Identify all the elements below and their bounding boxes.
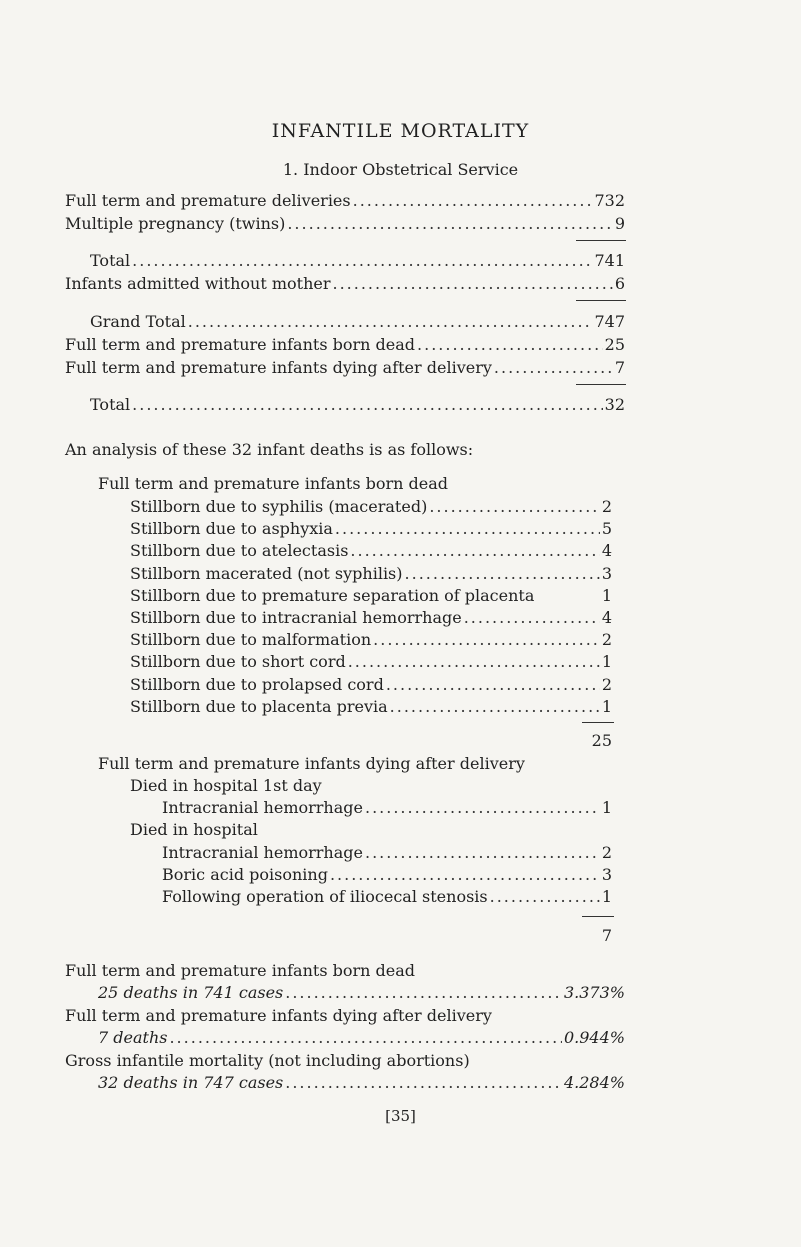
row-label: Boric acid poisoning [162,865,328,884]
row-label: Stillborn due to intracranial hemorrhage [130,608,462,627]
list-item [130,675,612,695]
row-value: 3.373% [563,983,625,1002]
rate-row [98,983,625,1003]
row-value: 732 [594,191,625,210]
row-value: 5 [601,519,612,538]
row-value: 7 [614,358,625,377]
row-label: Total [90,251,131,270]
summary-row [65,214,625,234]
summary-row [65,274,625,294]
rate-heading: Full term and premature infants born dead [65,961,416,980]
row-value: 2 [601,843,612,862]
list-item [162,865,612,885]
summary-row [65,358,625,378]
row-value: 0.944% [563,1028,625,1047]
row-label: 7 deaths [98,1028,168,1047]
divider [576,384,626,385]
row-label: 32 deaths in 747 cases [98,1073,284,1092]
list-item [130,586,612,606]
rate-heading: Full term and premature infants dying after delivery [65,1006,492,1025]
rate-row [98,1028,625,1048]
row-value: 2 [601,497,612,516]
divider [582,722,614,723]
list-item [130,608,612,628]
summary-row [65,335,625,355]
row-value: 2 [601,630,612,649]
row-value: 9 [614,214,625,233]
analysis-intro: An analysis of these 32 infant deaths is as follows: [65,440,474,459]
row-label: Stillborn due to placenta previa [130,697,388,716]
born-dead-heading: Full term and premature infants born dead [98,474,449,493]
row-label: Full term and premature infants born dead [65,335,416,354]
summary-row [90,395,625,415]
row-value: 2 [601,675,612,694]
row-label: Stillborn due to malformation [130,630,372,649]
group-heading: Died in hospital [130,820,258,839]
list-item [130,652,612,672]
row-value: 25 [604,335,625,354]
list-item [162,798,612,818]
row-value: 4 [601,608,612,627]
rate-row [98,1073,625,1093]
row-value: 1 [601,652,612,671]
dying-after-heading: Full term and premature infants dying after delivery [98,754,525,773]
list-item [162,843,612,863]
row-label: Full term and premature infants dying after delivery [65,358,492,377]
list-item [130,519,612,539]
row-value: 3 [601,865,612,884]
list-item [130,630,612,650]
row-label: Infants admitted without mother [65,274,331,293]
row-label: Stillborn due to atelectasis [130,541,349,560]
row-value: 1 [601,887,612,906]
row-label: Following operation of iliocecal stenosis [162,887,488,906]
row-label: Stillborn due to syphilis (macerated) [130,497,428,516]
summary-row [90,251,625,271]
summary-row [90,312,625,332]
row-value: 4.284% [563,1073,625,1092]
row-label: Full term and premature deliveries [65,191,351,210]
row-value: 1 [601,586,612,605]
divider [576,240,626,241]
list-item [130,564,612,584]
row-value: 6 [614,274,625,293]
list-item [130,697,612,717]
list-item [130,497,612,517]
list-item [130,541,612,561]
page-number: [35] [385,1107,416,1125]
row-label: Stillborn due to short cord [130,652,346,671]
born-dead-total: 25 [591,731,612,750]
page-title: INFANTILE MORTALITY [271,120,530,142]
row-value: 4 [601,541,612,560]
group-heading: Died in hospital 1st day [130,776,322,795]
row-label: Stillborn macerated (not syphilis) [130,564,403,583]
list-item [162,887,612,907]
row-label: Total [90,395,131,414]
row-label: Stillborn due to prolapsed cord [130,675,384,694]
row-value: 1 [601,697,612,716]
rate-heading: Gross infantile mortality (not including abortions) [65,1051,470,1070]
divider [582,916,614,917]
row-label: Grand Total [90,312,186,331]
row-value: 3 [601,564,612,583]
row-label: Stillborn due to premature separation of placenta [130,586,535,605]
summary-row [65,191,625,211]
row-label: 25 deaths in 741 cases [98,983,284,1002]
row-label: Intracranial hemorrhage [162,798,363,817]
row-value: 32 [604,395,625,414]
dying-after-total: 7 [601,926,612,945]
row-value: 741 [594,251,625,270]
row-label: Stillborn due to asphyxia [130,519,333,538]
divider [576,300,626,301]
row-label: Intracranial hemorrhage [162,843,363,862]
row-value: 1 [601,798,612,817]
section-title: 1. Indoor Obstetrical Service [282,160,519,179]
row-value: 747 [594,312,625,331]
row-label: Multiple pregnancy (twins) [65,214,286,233]
